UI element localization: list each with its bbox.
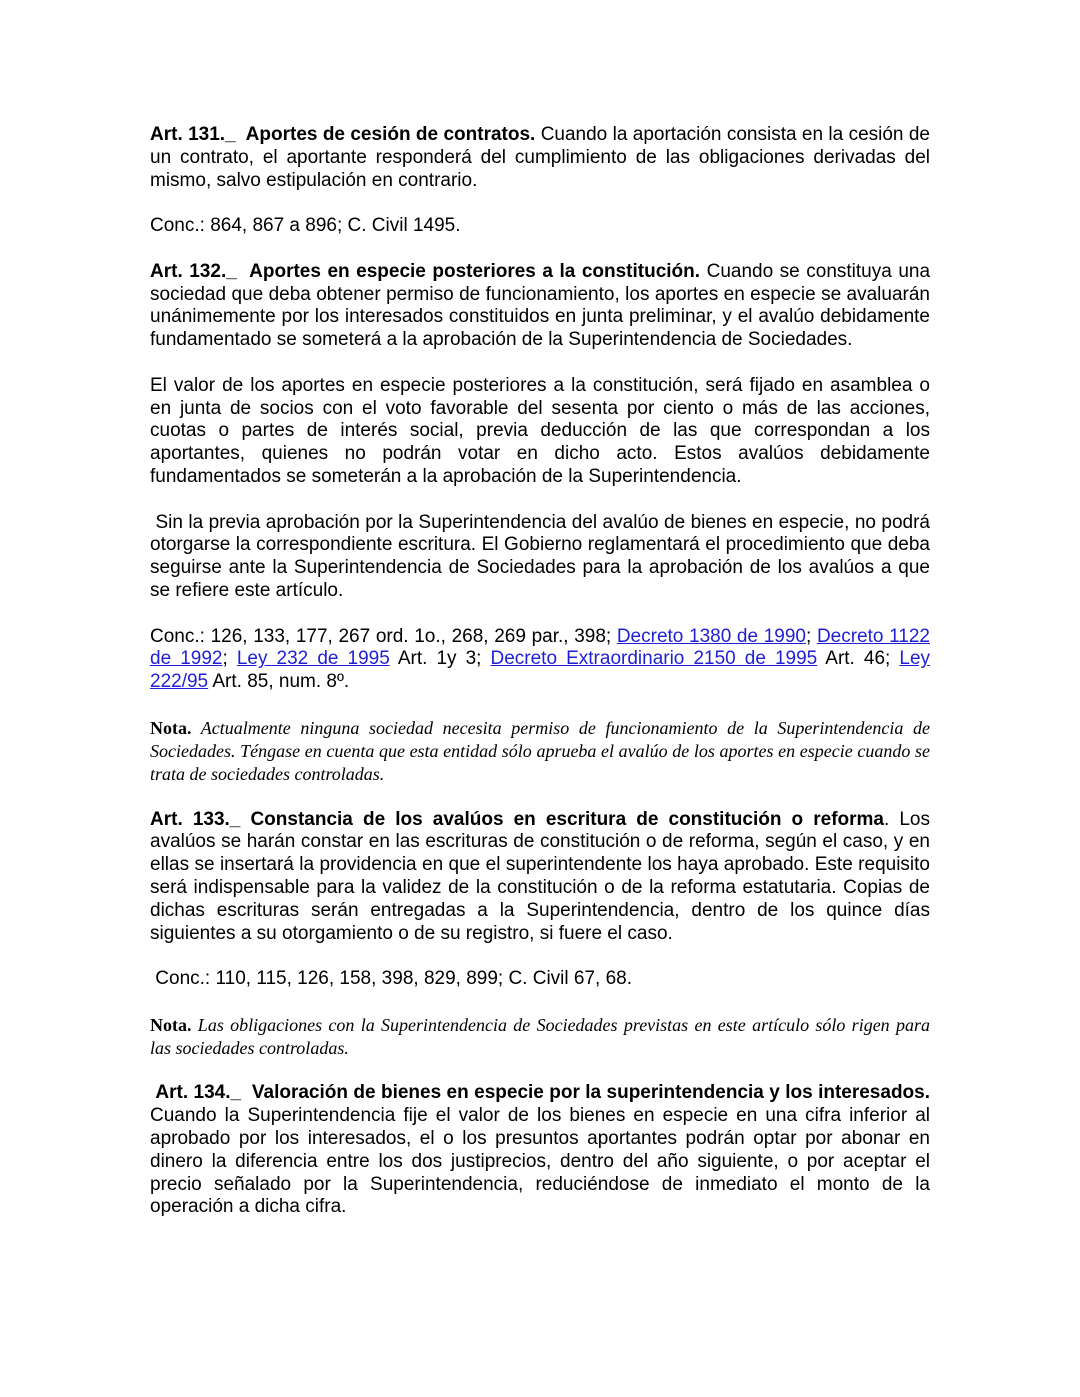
article-132	[150, 261, 930, 352]
article-132-paragraph-2: El valor de los aportes en especie posteriores a la constitución, será fijado en asamblea o en junta de socios con el voto favorable del sesenta por ciento o más de las acciones, cuotas o partes de interés social, previa deducción de las que correspondan a los aportantes, quienes no podrán votar en dicho acto. Estos avalúos debidamente fundamentados se someterán a la aprobación de la Superintendencia.	[150, 374, 930, 487]
note-133	[150, 1014, 930, 1060]
article-132-heading: Art. 132._ Aportes en especie posteriores a la constitución.	[150, 260, 701, 282]
article-131	[150, 124, 930, 192]
article-132-paragraph-3: Sin la previa aprobación por la Superintendencia del avalúo de bienes en especie, no podrá otorgarse la correspondiente escritura. El Gobierno reglamentará el procedimiento que deba seguirse ante la Superintendencia de Sociedades para la aprobación de los avalúos a que se refiere este artículo.	[150, 511, 936, 601]
article-133	[150, 809, 930, 946]
note-label: Nota.	[150, 717, 192, 738]
link-ley-222-95[interactable]: Ley 222/95	[150, 648, 931, 693]
concordance-132: Conc.: 126, 133, 177, 267 ord. 1o., 268, 269 par., 398; Decreto 1380 de 1990; Decreto 1122 de 1992; Ley 232 de 1995 Art. 1y 3; Decreto Extraordinario 2150 de 1995 Art. 46; Ley 222/95 Art. 85, num. 8º.	[150, 625, 931, 693]
document-page	[150, 124, 936, 1219]
note-text: Las obligaciones con la Superintendencia de Sociedades previstas en este artículo sólo rigen para las sociedades controladas.	[150, 1014, 930, 1058]
link-decreto-2150-1995[interactable]: Decreto Extraordinario 2150 de 1995	[490, 648, 818, 670]
article-132-body: Cuando se constituya una sociedad que deba obtener permiso de funcionamiento, los aportes en especie se avaluarán unánimemente por los interesados constituidos en junta preliminar, y el avalúo debidamente fundamentado se someterá a la aprobación de la Superintendencia de Sociedades.	[150, 260, 931, 351]
note-132	[150, 717, 930, 786]
article-134-body: Cuando la Superintendencia fije el valor de los bienes en especie en una cifra inferior al aprobado por los interesados, el o los presuntos aportantes podrán optar por abonar en dinero la diferencia entre los dos justiprecios, dentro del año siguiente, o por aceptar el precio señalado por la Superintendencia, reduciéndose de inmediato el monto de la operación a dicha cifra.	[150, 1105, 936, 1218]
article-134	[150, 1082, 936, 1219]
article-133-body: . Los avalúos se harán constar en las escrituras de constitución o de reforma, según el caso, y en ellas se insertará la providencia en que el superintendente los haya aprobado. Este requisito será indispensable para la validez de la constitución o de la reforma estatutaria. Copias de dichas escrituras serán entregadas a la Superintendencia, dentro de los quince días siguientes a su otorgamiento o de su registro, si fuere el caso.	[150, 808, 930, 944]
concordance-131: Conc.: 864, 867 a 896; C. Civil 1495.	[150, 215, 461, 237]
note-label: Nota.	[150, 1014, 192, 1035]
article-134-heading: Art. 134._ Valoración de bienes en especie por la superintendencia y los interesados.	[150, 1082, 930, 1104]
link-decreto-1122-1992[interactable]: Decreto 1122 de 1992	[150, 625, 930, 670]
link-decreto-1380-1990[interactable]: Decreto 1380 de 1990	[616, 625, 806, 647]
note-text: Actualmente ninguna sociedad necesita permiso de funcionamiento de la Superintendencia de Sociedades. Téngase en cuenta que esta entidad sólo aprueba el avalúo de los aportes en especie cuando se trata de sociedades controladas.	[150, 717, 930, 784]
article-133-heading: Art. 133._ Constancia de los avalúos en escritura de constitución o reforma	[150, 808, 884, 830]
article-131-body: Cuando la aportación consista en la cesión de un contrato, el aportante responderá del cumplimiento de las obligaciones derivadas del mismo, salvo estipulación en contrario.	[150, 124, 931, 191]
article-131-heading: Art. 131._ Aportes de cesión de contratos.	[150, 124, 536, 145]
link-ley-232-1995[interactable]: Ley 232 de 1995	[236, 648, 390, 670]
concordance-133: Conc.: 110, 115, 126, 158, 398, 829, 899; C. Civil 67, 68.	[150, 968, 633, 990]
